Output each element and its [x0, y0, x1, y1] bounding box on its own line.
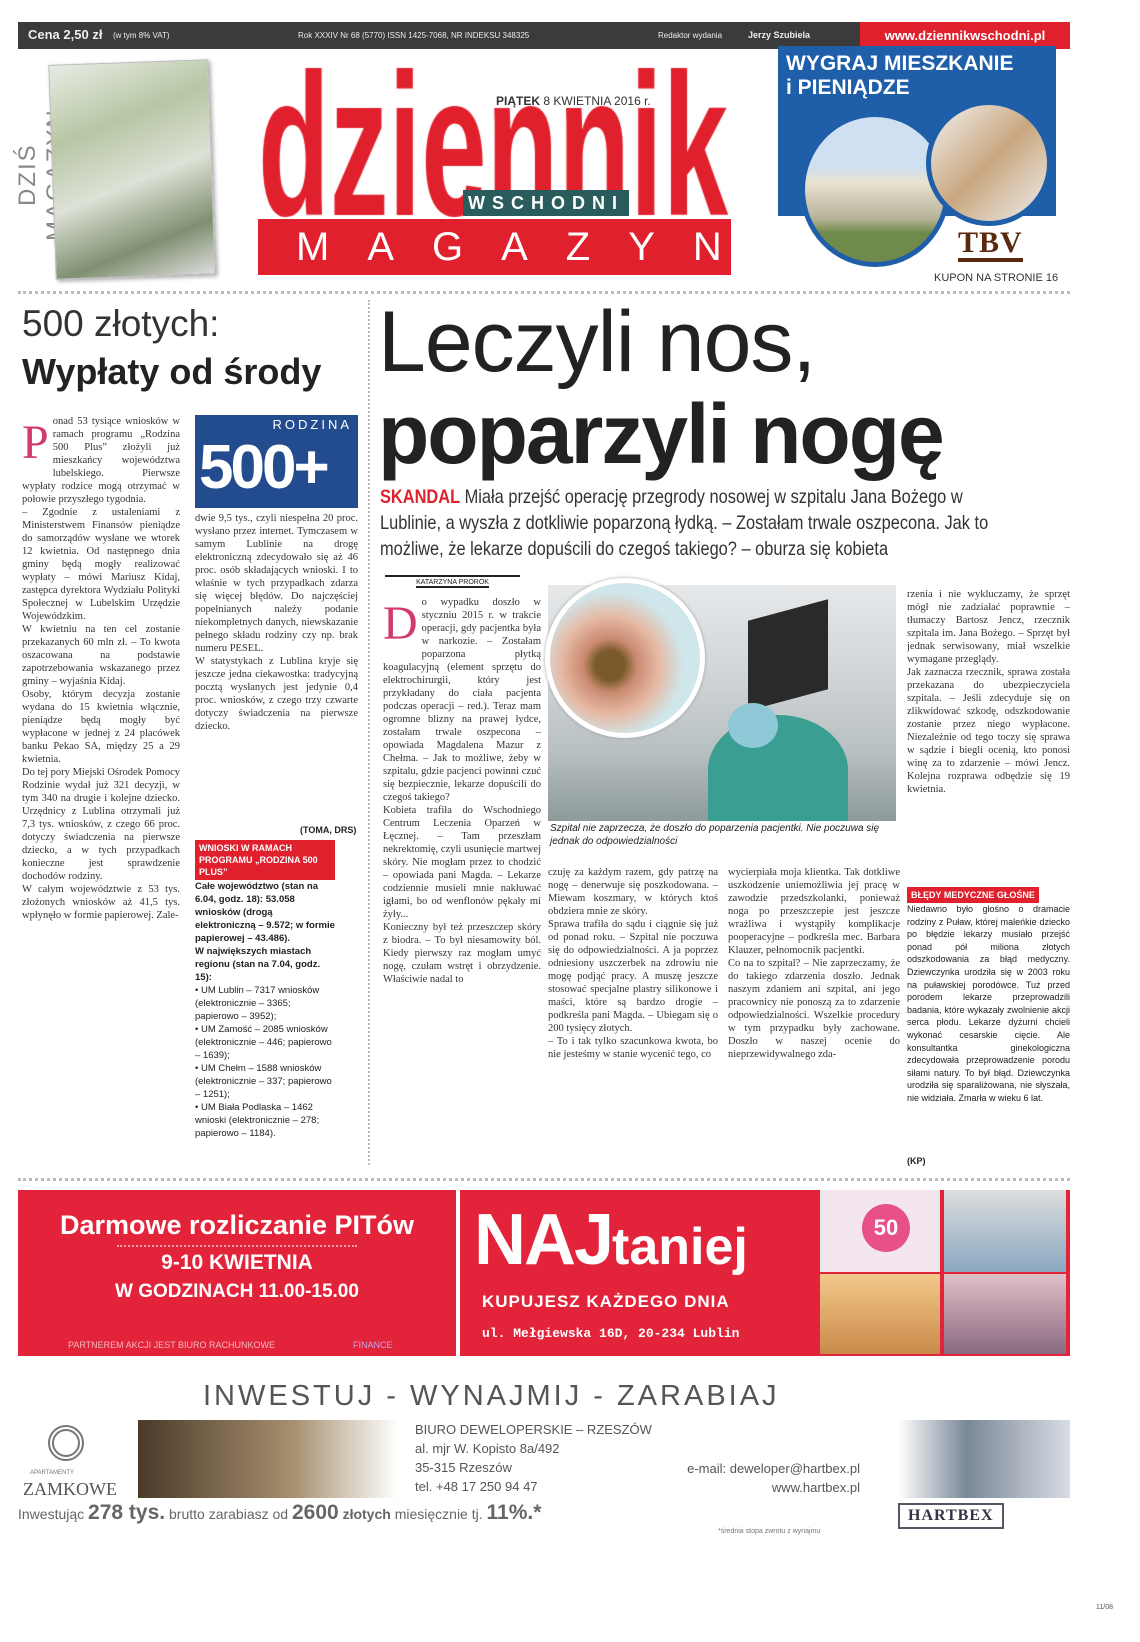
office-www[interactable]: www.hartbex.pl	[771, 1480, 860, 1495]
finance-logo: FINANCE	[353, 1340, 393, 1350]
footnote: *średnia stopa zwrotu z wynajmu	[718, 1528, 821, 1535]
author: KATARZYNA PROROK	[416, 579, 489, 586]
promo-tile-1	[820, 1190, 940, 1272]
pit-hours: W GODZINACH 11.00-15.00	[115, 1281, 359, 1302]
ad-title-2: i PIENIĄDZE	[786, 76, 910, 99]
applications-line: • UM Biała Podlaska – 1462 wnioski (elektronicznie – 278; papierowo – 1184).	[195, 1102, 320, 1139]
main-col3: wycierpiała moja klientka. Tak dotkliwe uszkodzenie uniemożliwia jej pracę w zawodzie przedszkolanki, ponieważ noga po przeszczepie jest jeszcze wrażliwa i wystąpiły komplikacje pooperacyjne – podkreśla mec. Barbara Klauzer, pełnomocnik pacjentki. Co na to szpital? – Nie zaprzeczamy, że do takiego zdarzenia doszło. Jednak naszym zdaniem ani szpital, ani jego pracownicy nie ponoszą za to zdarzenie odpowiedzialności. Wszelkie procedury w tym przypadku były zachowane. Doszło w naszej ocenie do nieprzewidywalnego zda-	[728, 867, 900, 1060]
naj-address: ul. Mełgiewska 16D, 20-234 Lublin	[482, 1326, 740, 1341]
interior-photo	[926, 100, 1052, 226]
building-photo	[800, 112, 950, 267]
offer-line	[18, 1500, 541, 1527]
left-col1-text: onad 53 tysiące wniosków w ramach programu „Rodzina 500 Plus” złożyli już mieszkańcy województwa lubelskiego. Pierwsze wypłaty rodzice mogą otrzymać w połowie przyszłego tygodnia. – Zgodnie z ustaleniami z Ministerstwem Finansów pieniądze do samorządów wysłane we wtorek 12 kwietnia. Od następnego dnia gminy będą mogły realizować wypłaty – mówi Mariusz Kidaj, zastępca dyrektora Wydziału Polityki Społecznej w Lubelskim Urzędzie Wojewódzkim. W kwietniu na ten cel zostanie przekazanych 60 mln zł. – To kwota oszacowana na podstawie zapotrzebowania wskazanego przez gminy – wyjaśnia Kidaj. Osoby, którym decyzja zostanie wydana do 15 kwietnia włącznie, pieniądze będą mogły być wypłacone w jednej z 24 placówek banku Pekao SA, między 25 a 29 kwietnia. Do tej pory Miejski Ośrodek Pomocy Rodzinie wydał już 321 decyzji, w tym 340 na drugie i kolejne dziecko. Urzędnicy z Lublina otrzymali już 7,3 tys. wniosków, z czego 66 proc. dotyczy świadczenia na pierwsze dziecko, a w tych przypadkach konieczne jest sprawdzenie dochodów rodziny. W całym województwie z 53 tys. złożonych wniosków aż 41,5 tys. wpłynęło w formie papierowej. Zale-	[22, 416, 180, 921]
building-photo	[898, 1420, 1070, 1498]
rodzina-500-logo	[195, 415, 358, 508]
naj-tagline: KUPUJESZ KAŻDEGO DNIA	[482, 1292, 730, 1311]
applications-line: • UM Lublin – 7317 wniosków (elektronicznie – 3365; papierowo – 3952);	[195, 985, 320, 1022]
medical-errors-tag: BŁĘDY MEDYCZNE GŁOŚNE	[907, 887, 1039, 903]
medical-errors-box	[907, 885, 1070, 1167]
offer-text: brutto zarabiasz od	[169, 1506, 289, 1522]
offer-text: Inwestując	[18, 1506, 85, 1522]
applications-line: Całe województwo (stan na 6.04, godz. 18): 53.058 wniosków (drogą elektroniczną – 9.572; w formie papierowej – 43.486).	[195, 881, 335, 944]
main-headline-1[interactable]: Leczyli nos,	[378, 294, 816, 390]
left-article-col2: dwie 9,5 tys., czyli niespełna 20 proc. wysłano przez internet. Tymczasem w samym Lublinie na drogę elektroniczną zdecydowało się aż 46 proc. osób składających wnioski. I to właśnie w tych przypadkach zdarza się więcej błędów. Do najczęściej popełnianych należy podanie niekompletnych danych, niewskazanie pełnego składu rodziny czy np. brak numeru PESEL. W statystykach z Lublina kryje się jeszcze jedna ciekawostka: tradycyjną pocztą wysłanych jest jedynie 0,4 proc. wniosków, z czego trzy czwarte dotyczy świadczenia na pierwsze dziecko.	[195, 513, 358, 732]
drop-cap: P	[22, 416, 49, 469]
promo-badge: 50	[862, 1204, 910, 1252]
office-email[interactable]: e-mail: deweloper@hartbex.pl	[687, 1461, 860, 1476]
box-signature: (KP)	[907, 1156, 926, 1166]
main-col2: czuję za każdym razem, gdy patrzę na nogę – denerwuje się poszkodowana. – Miewam koszmary, w których ktoś obdziera mnie ze skóry. Sprawa trafiła do sądu i ciągnie się już od ponad roku. – Szpital nie poczuwa się do odpowiedzialności. A ja poprzez odniesiony uszczerbek na zdrowiu nie mogę podjąć pracy. A muszę jeszcze stosować specjalne plastry silikonowe i maści, które są bardzo drogie – podkreśla pani Magda. – Ubiegam się o 200 tysięcy złotych. – To i tak tylko szacunkowa kwota, bo nie jesteśmy w stanie wycenić tego, co	[548, 867, 718, 1060]
offer-rate: 11%.*	[486, 1501, 542, 1524]
pit-ad[interactable]	[18, 1190, 456, 1356]
divider	[117, 1245, 357, 1247]
site-url-link[interactable]: www.dziennikwschodni.pl	[860, 22, 1070, 49]
office-phone: tel. +48 17 250 94 47	[415, 1479, 538, 1494]
main-col1	[383, 596, 541, 1155]
medical-errors-text: Niedawno było głośno o dramacie rodziny z Puław, której maleńkie dziecko po błędzie lekarzy musiało przejść ponad pół miliona złotych odszkodowania za błąd medyczny. Dziewczynka urodziła się w 2003 roku na puławskiej porodówce. Tuż przed porodem lekarze przeprowadzili badania, które wykazały zwolnienie akcji serca płodu. Lekarze dyżurni chcieli wykonać cesarskie cięcie. Ale konsultantka ginekologiczna zdecydowała przeprowadzenie porodu siłami natury. To był błąd. Dziewczynka urodziła się sparaliżowana, nie słyszała, nie widziała. Zmarła w wieku 6 lat.	[907, 904, 1070, 1103]
page-code: 11/08	[1096, 1604, 1113, 1611]
hartbex-logo: HARTBEX	[898, 1503, 1004, 1529]
main-col4: rzenia i nie wykluczamy, że sprzęt mógł nie zadziałać poprawnie – tłumaczy Bartosz Jencz, rzecznik szpitala im. Jana Bożego. – Sprzęt był jednak serwisowany, miał wszelkie wymagane przeglądy. Jak zaznacza rzecznik, sprawa została przekazana do ubezpieczyciela szpitala. – Jeśli zdecyduje się on zlikwidować szkodę, odszkodowanie zostanie przez niego wypłacone. Niezależnie od tego toczy się sprawa w sądzie i biegli ocenią, kto ponosi winę za to zdarzenie – mówi Jencz. Kolejna rozprawa odbędzie się 19 kwietnia.	[907, 589, 1070, 795]
issue-info: Rok XXXIV Nr 68 (5770) ISSN 1425-7068, NR INDEKSU 348325	[298, 31, 530, 40]
divider	[18, 1178, 1070, 1181]
zamkowe-emblem	[48, 1425, 84, 1461]
surgical-cap	[728, 703, 778, 748]
applications-line: • UM Zamość – 2085 wniosków (elektronicznie – 446; papierowo – 1639);	[195, 1024, 332, 1061]
kicker: SKANDAL	[380, 486, 461, 508]
left-headline-1[interactable]: 500 złotych:	[22, 303, 220, 344]
photo-caption: Szpital nie zaprzecza, że doszło do poparzenia pacjentki. Nie poczuwa się jednak do odpowiedzialności	[550, 823, 880, 847]
applications-list	[195, 880, 335, 1140]
applications-line: W największych miastach regionu (stan na 7.04, godz. 15):	[195, 946, 321, 983]
pit-partner: PARTNEREM AKCJI JEST BIURO RACHUNKOWE	[68, 1340, 276, 1350]
zamkowe-logo: ZAMKOWE	[23, 1479, 117, 1499]
promo-vertical-label: DZIŚ	[14, 143, 41, 207]
burn-wound-photo	[545, 578, 705, 738]
office-name: BIURO DEWELOPERSKIE – RZESZÓW	[415, 1422, 652, 1437]
coupon-note: KUPON NA STRONIE 16	[934, 272, 1059, 284]
lead-text: Miała przejść operację przegrody nosowej w szpitalu Jana Bożego w Lublinie, a wyszła z dotkliwie poparzoną łydką. – Zostałam trwale oszpecona. Jak to możliwe, że lekarze dopuścili do czegoś takiego? – oburza się kobieta	[380, 486, 989, 560]
zamkowe-small: APARTAMENTY	[30, 1470, 75, 1476]
magazine-cover-thumbnail[interactable]	[48, 59, 215, 279]
column-divider	[368, 300, 370, 1165]
applications-line: • UM Chełm – 1588 wniosków (elektronicznie – 337; papierowo – 1251);	[195, 1063, 332, 1100]
offer-income: 2600	[291, 1501, 339, 1524]
top-info-bar	[18, 22, 1070, 49]
ad-title-1: WYGRAJ MIESZKANIE	[786, 52, 1014, 75]
main-col1-text: o wypadku doszło w styczniu 2015 r. w trakcie operacji, gdy pacjentka była w narkozie. – Zostałam poparzona płytką koagulacyjną (element sprzętu do elektrochirurgii, który jest przykładany do ciała pacjenta podczas operacji – red.). Teraz mam ogromne blizny na prawej łydce, zostałam trwale oszpecona – opowiada Magdalena Mazur z Chełma. – Jak to możliwe, żeby w szpitalu, gdzie pacjenci powinni czuć się bezpiecznie, lekarze dopuścili do czegoś takiego? Kobieta trafiła do Wschodniego Centrum Leczenia Oparzeń w Łęcznej. – Tam przeszłam nekrektomię, czyli usunięcie martwej skóry. Nie mogłam przez to chodzić – opowiada pani Magda. – Lekarze codziennie musieli mnie nakłuwać igłami, bo od wenflonów pękały mi żyły... Konieczny był też przeszczep skóry z biodra. – To był niesamowity ból. Kiedy pierwszy raz mogłam umyć nogę, czułam wstręt i obrzydzenie. Właściwie nadal to	[383, 597, 541, 985]
hartbex-headline: INWESTUJ - WYNAJMIJ - ZARABIAJ	[203, 1380, 780, 1412]
magazyn-banner: MAGAZYN	[258, 219, 731, 275]
issue-day: PIĄTEK	[496, 94, 541, 108]
promo-tile-2	[944, 1190, 1066, 1272]
left-article-col1	[22, 415, 180, 1156]
tbv-logo: TBV	[958, 228, 1023, 262]
left-signature: (TOMA, DRS)	[300, 825, 357, 835]
monitor-shape	[748, 599, 828, 710]
left-headline-2[interactable]: Wypłaty od środy	[22, 351, 322, 392]
editor-name: Jerzy Szubiela	[748, 30, 811, 40]
offer-amount: 278 tys.	[88, 1501, 166, 1524]
main-headline-2[interactable]: poparzyli nogę	[378, 387, 943, 481]
main-lead	[380, 484, 1018, 562]
castle-photo	[138, 1420, 398, 1498]
office-city: 35-315 Rzeszów	[415, 1460, 512, 1475]
issue-date	[496, 94, 651, 108]
applications-tag: WNIOSKI W RAMACH PROGRAMU „RODZINA 500 PLUS”	[195, 840, 335, 880]
drop-cap: D	[383, 597, 418, 650]
pit-title: Darmowe rozliczanie PITów	[59, 1210, 415, 1240]
hartbex-ad[interactable]	[18, 1375, 1070, 1535]
najtaniej-ad[interactable]	[460, 1190, 1070, 1356]
office-street: al. mjr W. Kopisto 8a/492	[415, 1441, 560, 1456]
pit-dates: 9-10 KWIETNIA	[161, 1251, 313, 1274]
promo-tile-3	[820, 1274, 940, 1354]
masthead-subtitle: WSCHODNI	[463, 190, 629, 216]
rodzina-label: RODZINA	[272, 417, 352, 432]
vat-note: (w tym 8% VAT)	[113, 31, 170, 40]
byline	[385, 575, 520, 587]
promo-tile-4	[944, 1274, 1066, 1354]
applications-box	[195, 840, 335, 1140]
taniej-word: taniej	[612, 1218, 748, 1276]
issue-date-text: 8 KWIETNIA 2016 r.	[543, 94, 651, 108]
offer-text: miesięcznie tj.	[394, 1506, 483, 1522]
editor-label: Redaktor wydania	[658, 31, 723, 40]
naj-word: NAJ	[474, 1200, 613, 1280]
price: Cena 2,50 zł	[28, 27, 103, 42]
500-plus-label: 500+	[199, 433, 327, 502]
offer-text: złotych	[342, 1506, 391, 1522]
